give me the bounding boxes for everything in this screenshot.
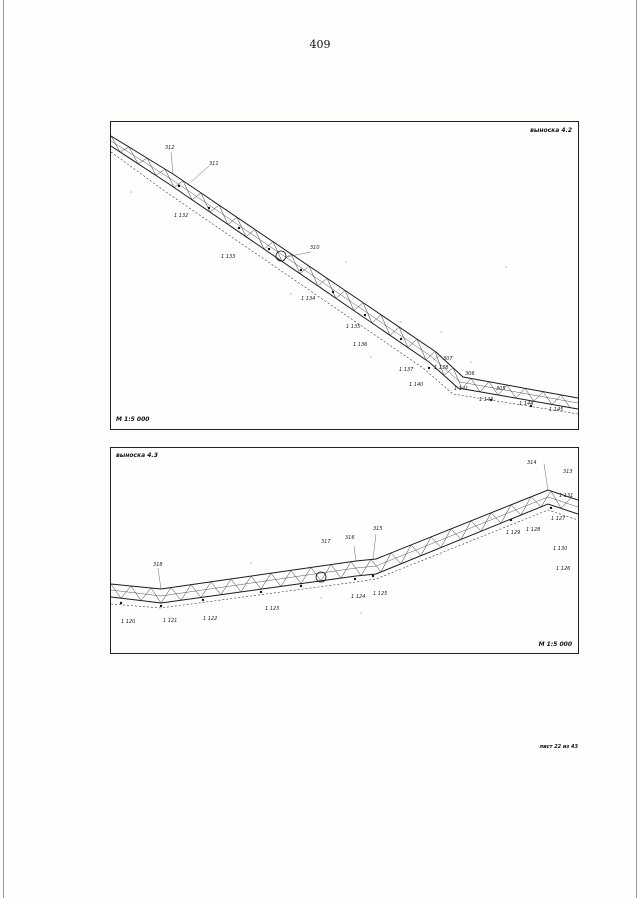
- survey-points: [178, 185, 532, 407]
- page-edge-left: [3, 0, 4, 898]
- hatch-stroke: [521, 497, 531, 515]
- point-label: 317: [321, 539, 331, 545]
- point-label: 1 131: [559, 493, 574, 499]
- hatch-stroke: [391, 553, 401, 564]
- hatch-stroke: [531, 497, 541, 507]
- background-specks: [170, 517, 492, 619]
- point-label: 306: [465, 371, 475, 377]
- hatch-stroke: [318, 278, 327, 286]
- point-label: 307: [443, 356, 453, 362]
- corridor-centre-line: [111, 141, 578, 403]
- hatch-stroke: [231, 579, 241, 592]
- sheet-number: лист 22 из 43: [539, 744, 578, 750]
- point-label: 1 144: [519, 401, 534, 407]
- point-label: 1 122: [203, 616, 218, 622]
- point-label: 316: [345, 535, 355, 541]
- callout-title: выноска 4.2: [530, 127, 572, 134]
- point-label: 1 127: [551, 516, 566, 522]
- hatch-stroke: [141, 588, 151, 601]
- hatch-stroke: [181, 585, 191, 601]
- point-label: 315: [373, 526, 383, 532]
- point-labels: [165, 145, 563, 413]
- hatch-stroke: [491, 513, 501, 523]
- hatch-stroke: [461, 521, 471, 540]
- point-label: 1 130: [553, 546, 568, 552]
- hatch-stroke: [354, 303, 363, 311]
- point-label: 1 133: [221, 254, 236, 260]
- hatch-stroke: [431, 537, 441, 548]
- point-label: 1 138: [434, 365, 449, 371]
- hatch-stroke: [411, 545, 421, 556]
- callout-map-4-2: [110, 121, 579, 430]
- page-edge-right: [636, 0, 637, 898]
- corridor-hatching: [111, 136, 570, 408]
- hatch-stroke: [501, 505, 511, 523]
- hatch-stroke: [471, 521, 481, 531]
- point-label: 1 129: [506, 530, 521, 536]
- point-label: 1 121: [163, 618, 178, 624]
- point-label: 1 124: [351, 594, 366, 600]
- hatch-stroke: [481, 513, 491, 531]
- point-label: 305: [496, 386, 506, 392]
- point-label: 311: [209, 161, 219, 167]
- point-label: 313: [563, 469, 573, 475]
- hatch-stroke: [441, 529, 451, 548]
- point-label: 318: [153, 562, 163, 568]
- corridor-upper-edge: [111, 136, 578, 398]
- point-label: 1 128: [526, 527, 541, 533]
- point-label: 1 141: [454, 386, 469, 392]
- hatch-stroke: [381, 553, 391, 572]
- hatch-stroke: [161, 588, 171, 603]
- point-label: 1 143: [479, 397, 494, 403]
- hatch-stroke: [221, 579, 231, 595]
- hatch-stroke: [561, 498, 571, 509]
- hatch-stroke: [451, 529, 461, 539]
- corridor-map-4-3: [111, 448, 578, 653]
- point-label: 1 125: [373, 591, 388, 597]
- corridor-lower-edge: [111, 146, 578, 409]
- point-label: 1 137: [399, 367, 414, 373]
- corridor-lower-edge: [111, 504, 578, 603]
- map-scale: М 1:5 000: [116, 416, 150, 423]
- point-labels: [121, 460, 573, 625]
- hatch-stroke: [421, 537, 431, 556]
- leader-lines: [158, 464, 548, 589]
- callout-map-4-3: [110, 447, 579, 654]
- survey-points: [120, 507, 552, 607]
- callout-title: выноска 4.3: [116, 452, 158, 459]
- hatch-stroke: [151, 588, 161, 603]
- leader-lines: [171, 152, 441, 360]
- hatch-stroke: [171, 588, 181, 601]
- hatch-stroke: [371, 560, 381, 572]
- page-number: 409: [309, 38, 331, 51]
- point-label: 1 134: [301, 296, 316, 302]
- hatch-stroke: [191, 585, 201, 598]
- survey-boundary-line: [111, 152, 578, 414]
- hatch-stroke: [336, 290, 345, 298]
- point-label: 1 136: [353, 342, 368, 348]
- hatch-stroke: [408, 339, 417, 347]
- point-label: 1 135: [346, 324, 361, 330]
- point-label: 310: [310, 245, 320, 251]
- corridor-map-4-2: [111, 122, 578, 429]
- point-label: 1 126: [556, 566, 571, 572]
- point-label: 314: [527, 460, 537, 466]
- point-label: 1 120: [121, 619, 136, 625]
- hatch-stroke: [372, 315, 381, 323]
- hatch-stroke: [211, 582, 221, 595]
- point-label: 1 132: [174, 213, 189, 219]
- hatch-stroke: [201, 582, 211, 598]
- hatch-stroke: [511, 505, 521, 515]
- point-label: 1 123: [265, 606, 280, 612]
- map-scale: М 1:5 000: [538, 641, 572, 648]
- hatch-stroke: [390, 327, 399, 335]
- hatch-stroke: [241, 576, 251, 592]
- corridor-centre-line: [111, 497, 578, 596]
- point-label: 1 145: [549, 407, 564, 413]
- point-label: 312: [165, 145, 175, 151]
- hatch-stroke: [401, 545, 411, 564]
- point-label: 1 140: [409, 382, 424, 388]
